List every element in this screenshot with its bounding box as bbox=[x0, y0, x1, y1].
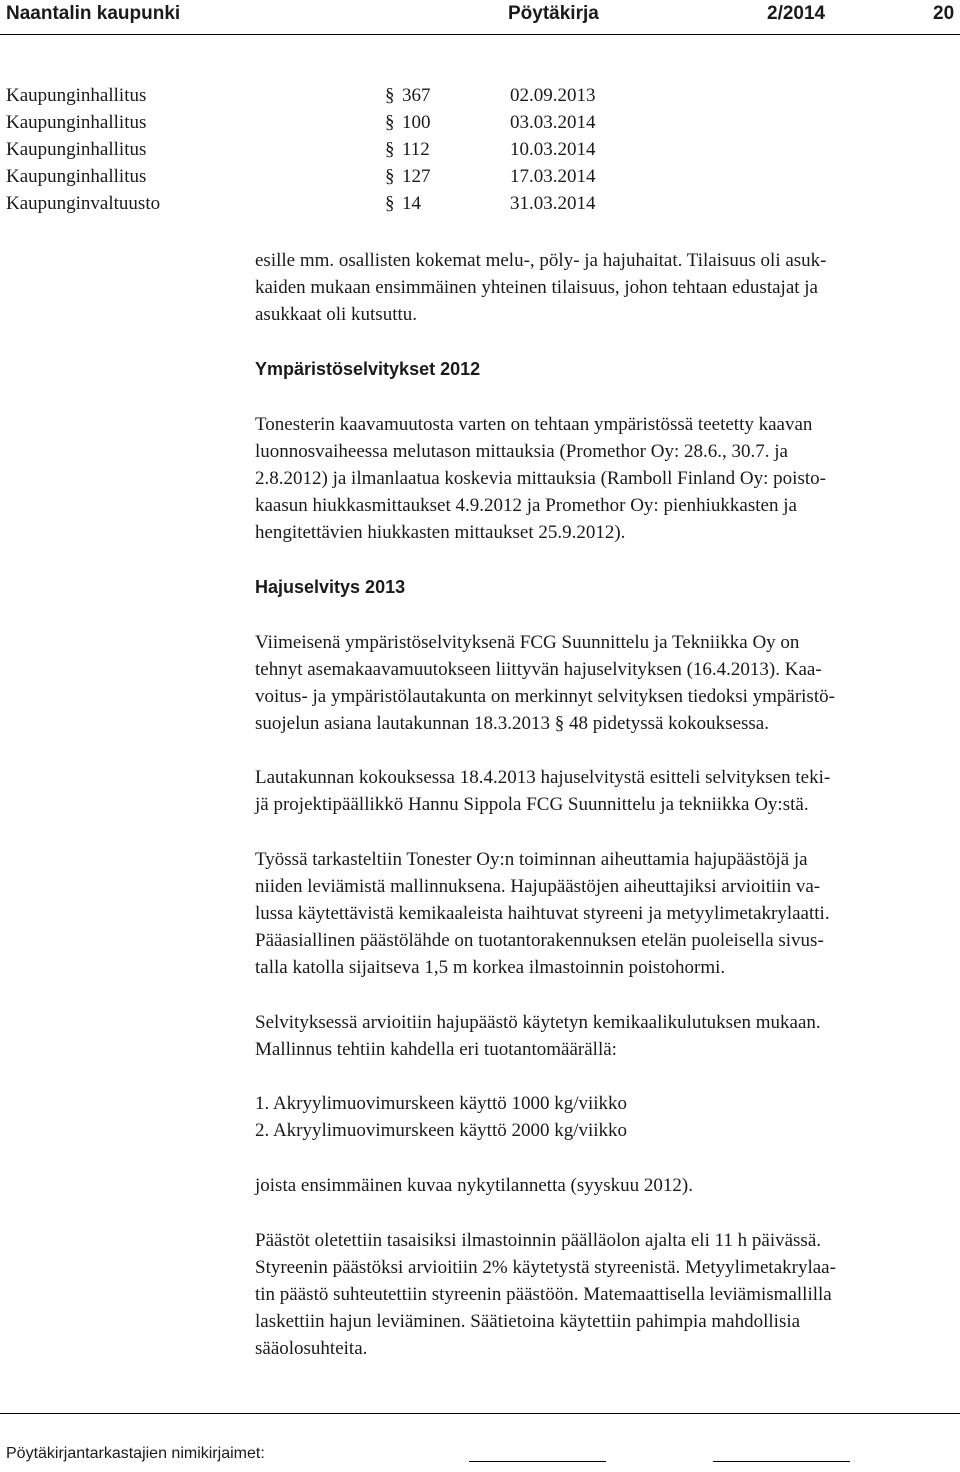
history-number: 14 bbox=[402, 193, 421, 214]
page-number: 20 bbox=[933, 3, 955, 24]
document-number: 2/2014 bbox=[767, 3, 826, 24]
history-date: 17.03.2014 bbox=[510, 166, 596, 187]
document-body bbox=[255, 247, 955, 1362]
history-row bbox=[6, 109, 706, 136]
history-body: Kaupunginhallitus bbox=[6, 139, 147, 160]
decision-history bbox=[6, 82, 706, 217]
history-body: Kaupunginvaltuusto bbox=[6, 193, 161, 214]
history-body: Kaupunginhallitus bbox=[6, 112, 147, 133]
history-date: 02.09.2013 bbox=[510, 85, 596, 106]
section-symbol: § bbox=[385, 85, 395, 106]
history-date: 03.03.2014 bbox=[510, 112, 596, 133]
history-row bbox=[6, 82, 706, 109]
production-volume-list bbox=[255, 1090, 955, 1144]
signature-label: Pöytäkirjantarkastajien nimikirjaimet: bbox=[6, 1445, 265, 1462]
history-number: 112 bbox=[402, 139, 430, 160]
page-header bbox=[0, 0, 960, 27]
city-name: Naantalin kaupunki bbox=[6, 3, 181, 24]
section-symbol: § bbox=[385, 139, 395, 160]
history-row bbox=[6, 136, 706, 163]
footer-divider bbox=[0, 1413, 960, 1414]
history-number: 367 bbox=[402, 85, 431, 106]
odour-paragraph-4: Selvityksessä arvioitiin hajupäästö käytetyn kemikaalikulutuksen mukaan. Mallinnus tehtiin kahdella eri tuotantomäärällä: bbox=[255, 1012, 821, 1060]
section-symbol: § bbox=[385, 193, 395, 214]
section-symbol: § bbox=[385, 166, 395, 187]
signature-line bbox=[469, 1461, 606, 1462]
section-heading-environment-surveys: Ympäristöselvitykset 2012 bbox=[255, 359, 481, 379]
history-number: 127 bbox=[402, 166, 431, 187]
section-heading-odour-survey: Hajuselvitys 2013 bbox=[255, 577, 406, 597]
odour-paragraph-2: Lautakunnan kokouksessa 18.4.2013 hajuselvitystä esitteli selvityksen teki- jä projektipäällikkö Hannu Sippola FCG Suunnittelu ja tekniikka Oy:stä. bbox=[255, 767, 831, 815]
document-type: Pöytäkirja bbox=[508, 3, 599, 24]
list-item: 2. Akryylimuovimurskeen käyttö 2000 kg/viikko bbox=[255, 1120, 628, 1141]
history-body: Kaupunginhallitus bbox=[6, 85, 147, 106]
history-number: 100 bbox=[402, 112, 431, 133]
header-divider bbox=[0, 34, 960, 35]
odour-paragraph-1: Viimeisenä ympäristöselvityksenä FCG Suunnittelu ja Tekniikka Oy on tehnyt asemakaavamuutokseen liittyvän hajuselvityksen (16.4.2013). Kaa- voitus- ja ympäristölautakunta on merkinnyt selvityksen tiedoksi ympäristö- suojelun asiana lautakunnan 18.3.2013 § 48 pidetyssä kokouksessa. bbox=[255, 632, 835, 734]
history-row bbox=[6, 163, 706, 190]
environment-surveys-paragraph: Tonesterin kaavamuutosta varten on tehtaan ympäristössä teetetty kaavan luonnosvaiheessa melutason mittauksia (Promethor Oy: 28.6., 30.7. ja 2.8.2012) ja ilmanlaatua koskevia mittauksia (Ramboll Finland Oy: poisto- kaasun hiukkasmittaukset 4.9.2012 ja Promethor Oy: pienhiukkasten ja hengitettävien hiukkasten mittaukset 25.9.2012). bbox=[255, 414, 826, 543]
odour-paragraph-6: Päästöt oletettiin tasaisiksi ilmastoinnin päälläolon ajalta eli 11 h päivässä. Styreenin päästöksi arvioitiin 2% käytetystä styreenistä. Metyylimetakrylaa- tin päästö suhteutettiin styreenin päästöön. Matemaattisella leviämismallilla laskettiin hajun leviäminen. Säätietoina käytettiin pahimpia mahdollisia sääolosuhteita. bbox=[255, 1230, 836, 1359]
history-date: 31.03.2014 bbox=[510, 193, 596, 214]
history-body: Kaupunginhallitus bbox=[6, 166, 147, 187]
history-row bbox=[6, 190, 706, 217]
history-date: 10.03.2014 bbox=[510, 139, 596, 160]
signature-line bbox=[713, 1461, 850, 1462]
section-symbol: § bbox=[385, 112, 395, 133]
list-item: 1. Akryylimuovimurskeen käyttö 1000 kg/viikko bbox=[255, 1093, 628, 1114]
odour-paragraph-5: joista ensimmäinen kuvaa nykytilannetta (syyskuu 2012). bbox=[255, 1175, 693, 1196]
intro-paragraph: esille mm. osallisten kokemat melu-, pöly- ja hajuhaitat. Tilaisuus oli asuk- kaiden mukaan ensimmäinen yhteinen tilaisuus, johon tehtaan edustajat ja asukkaat oli kutsuttu. bbox=[255, 250, 827, 325]
odour-paragraph-3: Työssä tarkasteltiin Tonester Oy:n toiminnan aiheuttamia hajupäästöjä ja niiden leviämistä mallinnuksena. Hajupäästöjen aiheuttajiksi arvioitiin va- lussa käytettävistä kemikaaleista haihtuvat styreeni ja metyylimetakrylaatti. Pääasiallinen päästölähde on tuotantorakennuksen etelän puoleisella sivus- talla katolla sijaitseva 1,5 m korkea ilmastoinnin poistohormi. bbox=[255, 849, 830, 978]
